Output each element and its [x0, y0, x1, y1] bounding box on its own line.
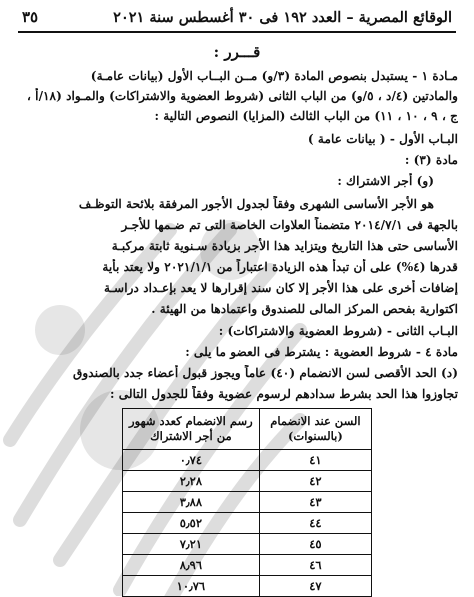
fee-cell: ٠٫٧٤: [123, 450, 260, 471]
age-cell: ٤٥: [259, 534, 371, 555]
text-line: مـادة ١ - يستبدل بنصوص المادة (٣/و) مــن البــاب الأول (بيانات عامـة): [90, 69, 458, 83]
running-header: [22, 4, 452, 30]
age-cell: ٤١: [259, 450, 371, 471]
clause-heading: (و) أجر الاشتراك :: [337, 174, 434, 188]
table-row: [123, 450, 372, 471]
age-cell: ٤٧: [259, 576, 371, 597]
column-header-age: السن عند الانضمام (بالسنوات): [259, 409, 371, 450]
table-row: [123, 555, 372, 576]
article-heading: مادة ٤ - شروط العضوية : يشترط فى العضو ما يلى :: [185, 345, 458, 359]
table-row: [123, 471, 372, 492]
fee-cell: ٧٫٢١: [123, 534, 260, 555]
fee-cell: ١٠٫٧٦: [123, 576, 260, 597]
text-line: هو الأجر الأساسى الشهرى وفقاً لجدول الأجور المرفقة بلائحة التوظـف: [78, 197, 434, 211]
text-line: اكتوارية بفحص المركز المالى للصندوق واعتمادها من الهيئة .: [151, 302, 458, 316]
text-line: بالجهة فى ٢٠١٤/٧/١ متضمناً العلاوات الخاصة التى تم ضـمها للأجـر: [121, 218, 458, 232]
fee-cell: ٢٫٢٨: [123, 471, 260, 492]
table-row: [123, 513, 372, 534]
table-row: [123, 492, 372, 513]
article-heading: مادة (٣) :: [404, 153, 458, 167]
age-cell: ٤٤: [259, 513, 371, 534]
section-heading: البـاب الثانى - (شروط العضوية والاشتراكات) :: [218, 324, 458, 338]
age-cell: ٤٦: [259, 555, 371, 576]
text-line: تجاوزوا هذا الحد بشرط سدادهم لرسوم عضوية وفقاً للجدول التالى :: [110, 387, 458, 401]
text-line: والمادتين (٤/د ، ٥/و) من الباب الثانى (شروط العضوية والاشتراكات) والمـواد (١٨/أ ،: [27, 89, 458, 103]
text-line: قدرها (٤%) على أن تبدأ هذه الزيادة اعتباراً من ٢٠٢١/١/١ ولا يعتد بأية: [102, 260, 458, 274]
running-title: الوقائع المصرية – العدد ١٩٢ فى ٣٠ أغسطس سنة ٢٠٢١: [113, 8, 452, 26]
header-rule: [18, 31, 456, 33]
fee-cell: ٨٫٩٦: [123, 555, 260, 576]
table-header-row: [123, 409, 372, 450]
decision-title: قـــرر :: [213, 44, 261, 61]
age-cell: ٤٣: [259, 492, 371, 513]
text-line: (د) الحد الأقصى لسن الانضمام (٤٠) عاماً ويجوز قبول أعضاء جدد بالصندوق: [72, 366, 458, 380]
page-number: ٣٥: [22, 8, 39, 26]
fee-cell: ٣٫٨٨: [123, 492, 260, 513]
table-row: [123, 576, 372, 597]
text-line: ج ، ٩ ، ١٠ ، ١١) من الباب الثالث (المزايا) النصوص التالية :: [154, 109, 458, 123]
section-heading: البـاب الأول - ( بيانات عامة ): [307, 132, 458, 146]
membership-fee-table: [122, 408, 372, 597]
text-line: إضافات أخرى على هذا الأجر إلا كان سند إقرارها لا يعد بإعـداد دراسـة: [103, 281, 458, 295]
age-cell: ٤٢: [259, 471, 371, 492]
column-header-fee: رسم الانضمام كعدد شهور من أجر الاشتراك: [123, 409, 260, 450]
table-row: [123, 534, 372, 555]
text-line: الأساسى حتى هذا التاريخ ويتزايد هذا الأجر بزيادة سـنوية ثابتة مركبـة: [111, 239, 458, 253]
fee-cell: ٥٫٥٢: [123, 513, 260, 534]
